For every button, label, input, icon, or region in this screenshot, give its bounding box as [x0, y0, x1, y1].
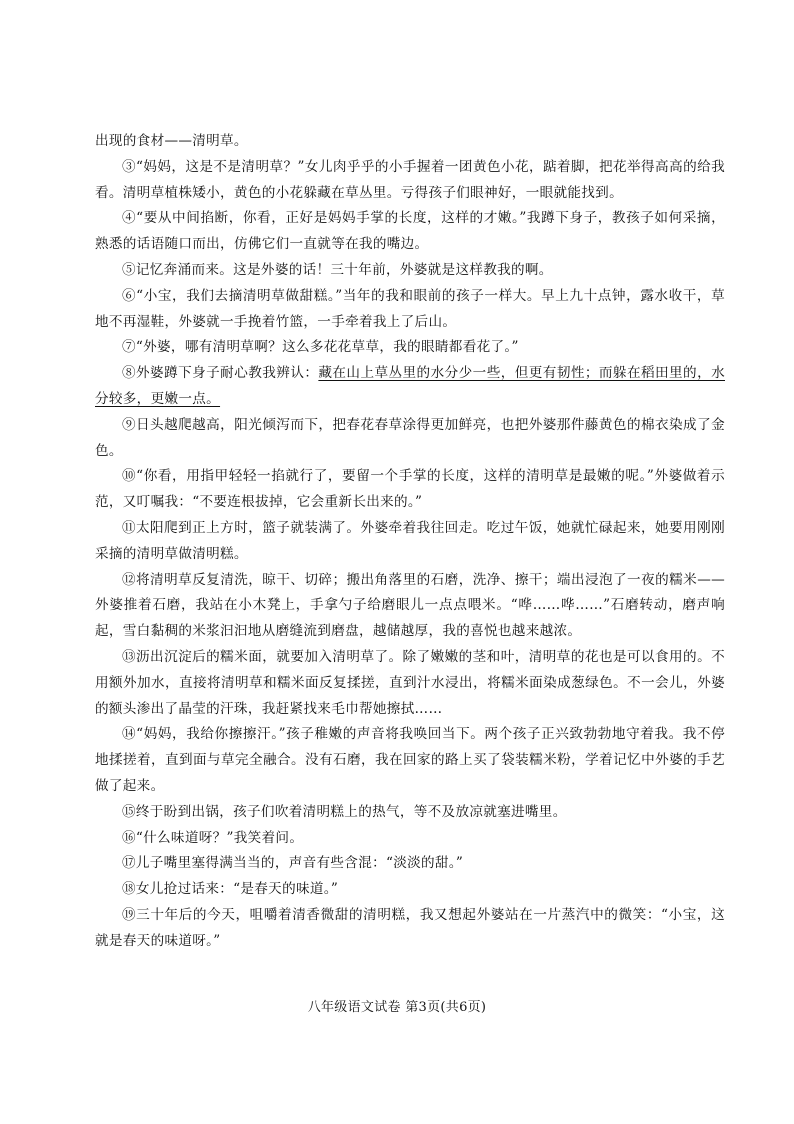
- paragraph-9: ⑨日头越爬越高，阳光倾泻而下，把春花春草涂得更加鲜亮，也把外婆那件藤黄色的棉衣染成了金色。: [95, 416, 725, 459]
- paragraph-16: ⑯“什么味道呀？”我笑着问。: [122, 829, 304, 846]
- paragraph-continued: 出现的食材——清明草。: [95, 133, 248, 149]
- paragraph-7: ⑦“外婆，哪有清明草啊？这么多花花草草，我的眼睛都看花了。”: [122, 339, 519, 356]
- paragraph-6: ⑥“小宝，我们去摘清明草做甜糕。”当年的我和眼前的孩子一样大。早上九十点钟，露水收干，草地不再湿鞋，外婆就一手挽着竹篮，一手牵着我上了后山。: [95, 287, 725, 330]
- underlined-sentence: 藏在山上草丛里的水分少一些，但更有韧性；而躲在稻田里的，水分较多，更嫩一点。: [95, 365, 725, 407]
- paragraph-8-lead: ⑧外婆蹲下身子耐心教我辨认：: [122, 365, 319, 382]
- paragraph-5: ⑤记忆奔涌而来。这是外婆的话！三十年前，外婆就是这样教我的啊。: [122, 261, 553, 278]
- paragraph-8: [95, 361, 725, 413]
- paragraph-13: ⑬沥出沉淀后的糯米面，就要加入清明草了。除了嫩嫩的茎和叶，清明草的花也是可以食用的。不用额外加水，直接将清明草和糯米面反复揉搓，直到汁水浸出，将糯米面染成葱绿色。不一会儿，外婆的额头渗出了晶莹的汗珠，我赶紧找来毛巾帮她擦拭……: [95, 648, 725, 717]
- paragraph-10: ⑩“你看，用指甲轻轻一掐就行了，要留一个手掌的长度，这样的清明草是最嫩的呢。”外婆做着示范，又叮嘱我：“不要连根拔掉，它会重新长出来的。”: [95, 468, 725, 511]
- page-footer: 八年级语文试卷 第3页(共6页): [307, 1000, 487, 1015]
- paragraph-4: ④“要从中间掐断，你看，正好是妈妈手掌的长度，这样的才嫩。”我蹲下身子，教孩子如何采摘，熟悉的话语随口而出，仿佛它们一直就等在我的嘴边。: [95, 210, 725, 253]
- paragraph-14: ⑭“妈妈，我给你擦擦汗。”孩子稚嫩的声音将我唤回当下。两个孩子正兴致勃勃地守着我。我不停地揉搓着，直到面与草完全融合。没有石磨，我在回家的路上买了袋装糯米粉，学着记忆中外婆的手艺做了起来。: [95, 726, 725, 794]
- paragraph-17: ⑰儿子嘴里塞得满当当的，声音有些含混：“淡淡的甜。”: [122, 855, 464, 872]
- paragraph-12: ⑫将清明草反复清洗，晾干、切碎；搬出角落里的石磨，洗净、擦干；端出浸泡了一夜的糯米——外婆推着石磨，我站在小木凳上，手拿勺子给磨眼儿一点点喂米。“哗……哗……”石磨转动，磨声响起，雪白黏稠的米浆汩汩地从磨缝流到磨盘，越储越厚，我的喜悦也越来越浓。: [95, 571, 725, 640]
- reading-passage: [95, 129, 725, 955]
- paragraph-18: ⑱女儿抢过话来：“是春天的味道。”: [122, 881, 339, 898]
- paragraph-15: ⑮终于盼到出锅，孩子们吹着清明糕上的热气，等不及放凉就塞进嘴里。: [122, 803, 567, 820]
- paragraph-3: ③“妈妈，这是不是清明草？”女儿肉乎乎的小手握着一团黄色小花，踮着脚，把花举得高高的给我看。清明草植株矮小，黄色的小花躲藏在草丛里。亏得孩子们眼神好，一眼就能找到。: [95, 158, 725, 201]
- paragraph-19: ⑲三十年后的今天，咀嚼着清香微甜的清明糕，我又想起外婆站在一片蒸汽中的微笑：“小宝，这就是春天的味道呀。”: [95, 906, 725, 949]
- paragraph-11: ⑪太阳爬到正上方时，篮子就装满了。外婆牵着我往回走。吃过午饭，她就忙碌起来，她要用刚刚采摘的清明草做清明糕。: [95, 519, 725, 562]
